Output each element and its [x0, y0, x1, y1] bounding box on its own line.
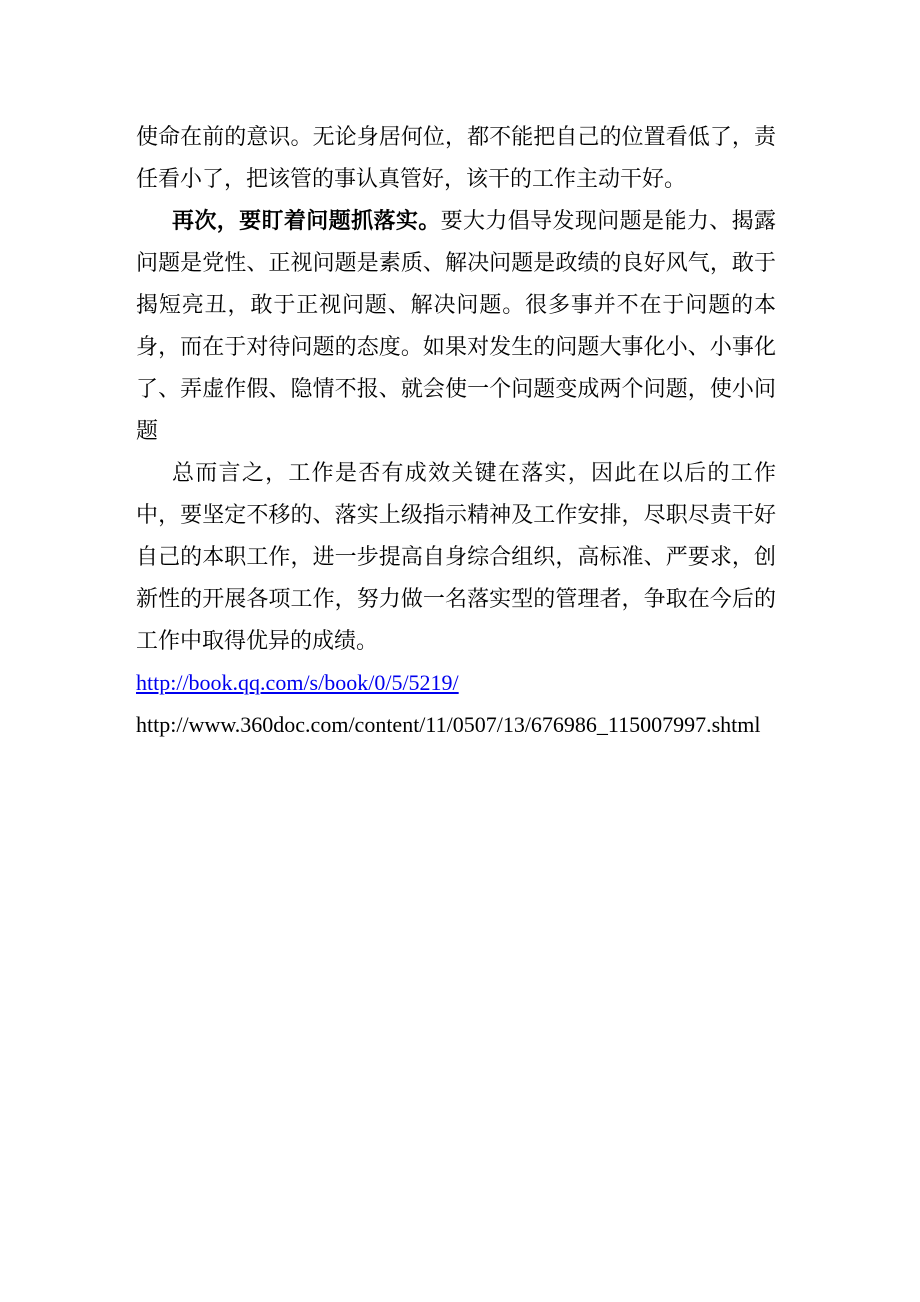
paragraph-body-text: 要大力倡导发现问题是能力、揭露问题是党性、正视问题是素质、解决问题是政绩的良好风气，敢于揭短亮丑，敢于正视问题、解决问题。很多事并不在于问题的本身，而在于对待问题的态度。如果对发生的问题大事化小、小事化了、弄虚作假、隐情不报、就会使一个问题变成两个问题，使小问题	[136, 208, 776, 443]
url-text-360doc: http://www.360doc.com/content/11/0507/13/676986_115007997.shtml	[136, 712, 761, 737]
paragraph-grasp-problems	[136, 200, 776, 452]
hyperlink-book-qq[interactable]: http://book.qq.com/s/book/0/5/5219/	[136, 670, 459, 695]
paragraph-conclusion: 总而言之，工作是否有成效关键在落实，因此在以后的工作中，要坚定不移的、落实上级指示精神及工作安排，尽职尽责干好自己的本职工作，进一步提高自身综合组织，高标准、严要求，创新性的开展各项工作，努力做一名落实型的管理者，争取在今后的工作中取得优异的成绩。	[136, 460, 776, 653]
paragraph-bold-lead: 再次，要盯着问题抓落实。	[172, 208, 441, 233]
paragraph-duty-awareness: 使命在前的意识。无论身居何位，都不能把自己的位置看低了，责任看小了，把该管的事认真管好，该干的工作主动干好。	[136, 124, 776, 191]
